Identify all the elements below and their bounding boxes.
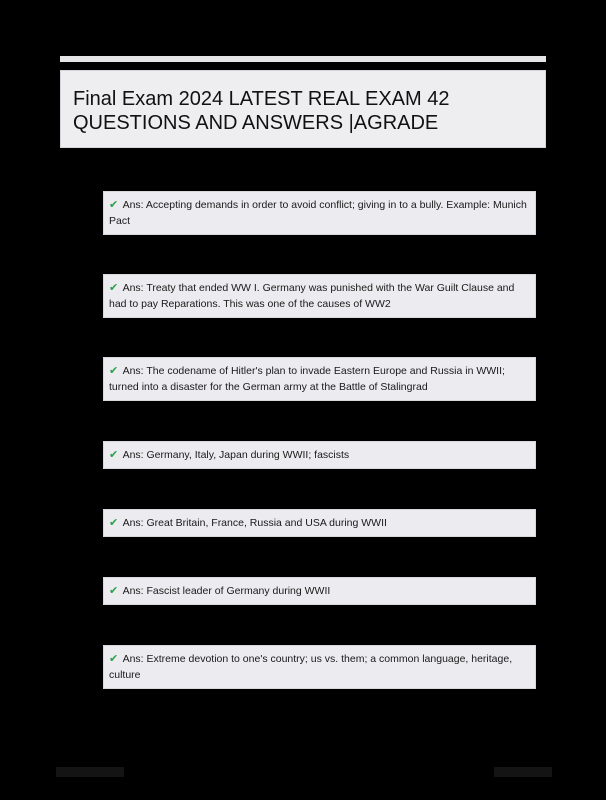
- answer-box: [103, 509, 536, 537]
- answer-box: [103, 191, 536, 235]
- answer-prefix: Ans:: [122, 282, 144, 294]
- answer-text: Fascist leader of Germany during WWII: [146, 585, 331, 597]
- answer-prefix: Ans:: [122, 199, 144, 211]
- check-icon: ✔: [109, 652, 119, 665]
- answer-box: [103, 441, 536, 469]
- check-icon: ✔: [109, 448, 119, 461]
- answer-text: Extreme devotion to one's country; us vs. them; a common language, heritage, culture: [109, 653, 513, 681]
- answer-box: [103, 357, 536, 401]
- answer-prefix: Ans:: [122, 517, 144, 529]
- answer-prefix: Ans:: [122, 449, 144, 461]
- answer-text: Treaty that ended WW I. Germany was punished with the War Guilt Clause and had to pay Reparations. This was one of the causes of WW2: [109, 282, 515, 310]
- page-title: Final Exam 2024 LATEST REAL EXAM 42 QUESTIONS AND ANSWERS |AGRADE: [73, 88, 450, 134]
- check-icon: ✔: [109, 516, 119, 529]
- check-icon: ✔: [109, 198, 119, 211]
- check-icon: ✔: [109, 584, 119, 597]
- answer-text: Germany, Italy, Japan during WWII; fascists: [146, 449, 350, 461]
- answer-box: [103, 645, 536, 689]
- answer-box: [103, 274, 536, 318]
- answer-text: Great Britain, France, Russia and USA during WWII: [146, 517, 387, 529]
- header-divider: [60, 56, 546, 62]
- check-icon: ✔: [109, 281, 119, 294]
- answer-box: [103, 577, 536, 605]
- answer-text: The codename of Hitler's plan to invade Eastern Europe and Russia in WWII; turned into a disaster for the German army at the Battle of Stalingrad: [109, 365, 505, 393]
- answer-prefix: Ans:: [122, 653, 144, 665]
- footer-site-mark: [56, 767, 124, 777]
- answer-prefix: Ans:: [122, 585, 144, 597]
- check-icon: ✔: [109, 364, 119, 377]
- answer-prefix: Ans:: [122, 365, 144, 377]
- title-box: [60, 70, 546, 148]
- footer-page-mark: [494, 767, 552, 777]
- answer-text: Accepting demands in order to avoid conflict; giving in to a bully. Example: Munich Pact: [109, 199, 527, 227]
